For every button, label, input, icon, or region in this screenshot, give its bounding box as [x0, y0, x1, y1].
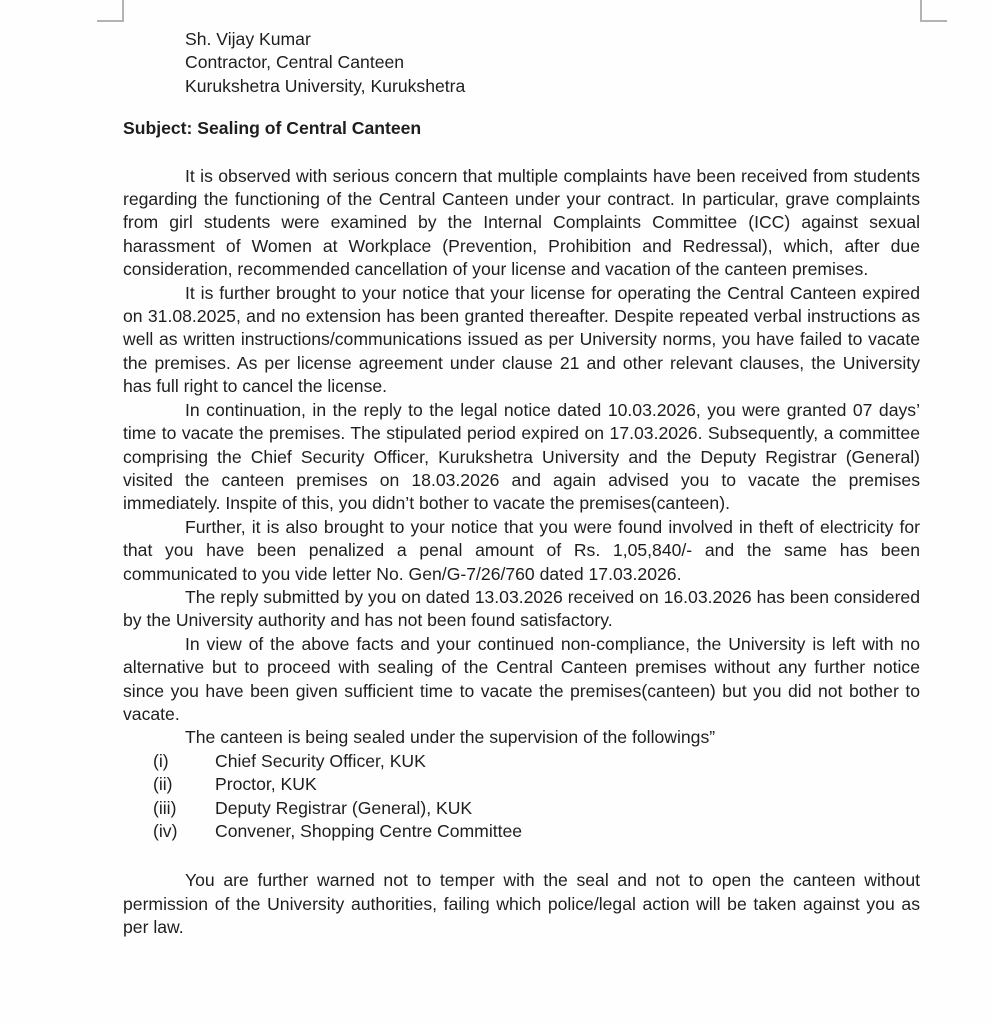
body-paragraph-4: Further, it is also brought to your notice that you were found involved in theft of electricity for that you have been penalized a penal amount of Rs. 1,05,840/- and the same has been communicated to you vide letter No. Gen/G-7/26/760 dated 17.03.2026. — [123, 516, 920, 584]
recipient-designation: Contractor, Central Canteen — [185, 52, 405, 73]
letter-body — [123, 28, 920, 940]
list-marker: (i) — [153, 750, 169, 771]
supervisor-name: Convener, Shopping Centre Committee — [215, 821, 523, 841]
supervisor-list-item — [123, 797, 920, 820]
list-marker: (ii) — [153, 774, 173, 795]
body-paragraph-3: In continuation, in the reply to the legal notice dated 10.03.2026, you were granted 07 days’ time to vacate the premises. The stipulated period expired on 17.03.2026. Subsequently, a committee comprising the Chief Security Officer, Kurukshetra University and the Deputy Registrar (General) visited the canteen premises on 18.03.2026 and again advised you to vacate the premises immediately. Inspite of this, you didn’t bother to vacate the premises(canteen). — [123, 399, 920, 514]
supervisor-name: Proctor, KUK — [215, 774, 317, 795]
closing-paragraph: You are further warned not to temper with the seal and not to open the canteen without permission of the University authorities, failing which police/legal action will be taken against you as per law. — [123, 870, 920, 938]
supervision-intro-line: The canteen is being sealed under the supervision of the followings” — [185, 727, 716, 748]
body-paragraph-2: It is further brought to your notice that your license for operating the Central Canteen expired on 31.08.2025, and no extension has been granted thereafter. Despite repeated verbal instructions as well as written instructions/communications issued as per University norms, you have failed to vacate the premises. As per license agreement under clause 21 and other relevant clauses, the University has full right to cancel the license. — [123, 282, 920, 397]
subject-line: Subject: Sealing of Central Canteen — [123, 118, 422, 139]
page-corner-mark-right — [920, 0, 947, 22]
body-paragraph-1: It is observed with serious concern that multiple complaints have been received from students regarding the functioning of the Central Canteen under your contract. In particular, grave complaints from girl students were examined by the Internal Complaints Committee (ICC) against sexual harassment of Women at Workplace (Prevention, Prohibition and Redressal), which, after due consideration, recommended cancellation of your license and vacation of the canteen premises. — [123, 165, 920, 280]
supervisor-list-item — [123, 820, 920, 843]
page-corner-mark-left — [97, 0, 124, 22]
body-paragraph-5: The reply submitted by you on dated 13.03.2026 received on 16.03.2026 has been considered by the University authority and has not been found satisfactory. — [123, 586, 920, 631]
supervisor-list-item — [123, 750, 920, 773]
body-paragraph-6: In view of the above facts and your continued non-compliance, the University is left with no alternative but to proceed with sealing of the Central Canteen premises without any further notice since you have been given sufficient time to vacate the premises(canteen) but you did not bother to vacate. — [123, 633, 920, 724]
recipient-name: Sh. Vijay Kumar — [185, 29, 311, 49]
list-marker: (iii) — [153, 797, 177, 818]
supervisor-list-item — [123, 773, 920, 796]
list-marker: (iv) — [153, 821, 178, 841]
supervisor-list — [123, 750, 920, 844]
supervisor-name: Deputy Registrar (General), KUK — [215, 797, 473, 818]
supervisor-name: Chief Security Officer, KUK — [215, 750, 426, 771]
recipient-organization: Kurukshetra University, Kurukshetra — [185, 75, 466, 96]
recipient-block — [185, 28, 920, 98]
